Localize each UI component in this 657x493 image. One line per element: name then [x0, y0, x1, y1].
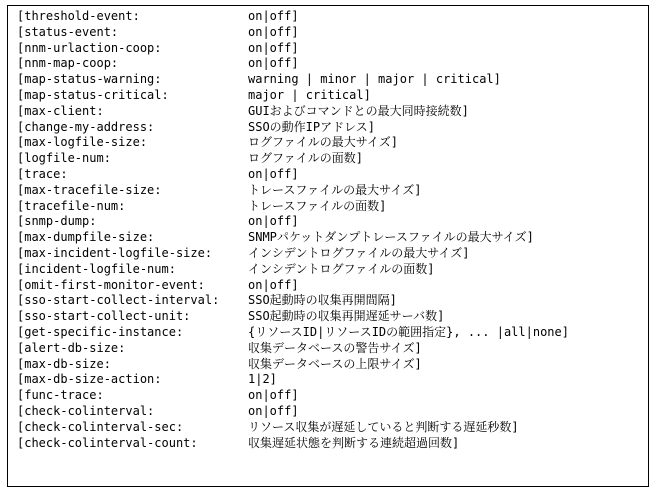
parameter-name: [max-logfile-size:: [17, 135, 148, 150]
parameter-row: [17, 56, 644, 72]
parameter-name: [status-event:: [17, 24, 119, 39]
parameter-value: {リソースID|リソースIDの範囲指定}, ... |all|none]: [248, 324, 569, 339]
parameter-name: [snmp-dump:: [17, 214, 97, 229]
parameter-value: 1|2]: [248, 372, 277, 387]
parameter-name: [nnm-map-coop:: [17, 56, 119, 71]
parameter-name: [omit-first-monitor-event:: [17, 277, 205, 292]
parameter-row: [17, 278, 644, 294]
parameter-value: SSOの動作IPアドレス]: [248, 119, 375, 134]
parameter-row: [17, 104, 644, 120]
parameter-name: [map-status-critical:: [17, 87, 169, 102]
parameter-row: [17, 167, 644, 183]
parameter-row: [17, 9, 644, 25]
parameter-value: on|off]: [248, 56, 299, 71]
parameter-name: [check-colinterval-count:: [17, 435, 198, 450]
parameter-name: [sso-start-collect-interval:: [17, 293, 220, 308]
parameter-value: on|off]: [248, 24, 299, 39]
parameter-name: [nnm-urlaction-coop:: [17, 40, 162, 55]
parameter-value: on|off]: [248, 214, 299, 229]
parameter-name: [tracefile-num:: [17, 198, 126, 213]
parameter-value: 収集データベースの警告サイズ]: [248, 340, 422, 355]
parameter-row: [17, 230, 644, 246]
parameter-name: [logfile-num:: [17, 151, 111, 166]
parameter-row: [17, 293, 644, 309]
parameter-row: [17, 388, 644, 404]
parameter-name: [max-db-size:: [17, 356, 111, 371]
parameter-row: [17, 214, 644, 230]
parameter-name: [check-colinterval-sec:: [17, 419, 184, 434]
parameter-value: インシデントログファイルの面数]: [248, 261, 435, 276]
parameter-name: [trace:: [17, 166, 68, 181]
parameter-value: on|off]: [248, 388, 299, 403]
parameter-value: トレースファイルの面数]: [248, 198, 387, 213]
parameter-row: [17, 25, 644, 41]
parameter-row: [17, 88, 644, 104]
parameter-row: [17, 199, 644, 215]
parameter-value: major | critical]: [248, 87, 371, 102]
parameter-name: [max-tracefile-size:: [17, 182, 162, 197]
parameter-name: [max-incident-logfile-size:: [17, 245, 213, 260]
parameter-row: [17, 420, 644, 436]
parameter-name: [max-dumpfile-size:: [17, 230, 155, 245]
parameter-value: ログファイルの最大サイズ]: [248, 135, 399, 150]
parameter-row: [17, 404, 644, 420]
parameter-name: [max-client:: [17, 103, 104, 118]
parameter-value: SNMPパケットダンプトレースファイルの最大サイズ]: [248, 230, 534, 245]
parameter-value: インシデントログファイルの最大サイズ]: [248, 245, 470, 260]
parameter-name: [func-trace:: [17, 388, 104, 403]
parameter-name: [threshold-event:: [17, 9, 140, 23]
parameter-name: [sso-start-collect-unit:: [17, 309, 191, 324]
parameter-value: 収集データベースの上限サイズ]: [248, 356, 422, 371]
parameter-value: on|off]: [248, 403, 299, 418]
parameter-name: [check-colinterval:: [17, 403, 155, 418]
parameter-row: [17, 262, 644, 278]
parameter-value: SSO起動時の収集再開間隔]: [248, 293, 397, 308]
parameter-row: [17, 357, 644, 373]
parameter-row: [17, 41, 644, 57]
parameter-value: warning | minor | major | critical]: [248, 72, 501, 87]
parameter-name: [max-db-size-action:: [17, 372, 162, 387]
parameter-value: on|off]: [248, 166, 299, 181]
parameter-value: on|off]: [248, 40, 299, 55]
parameter-name: [incident-logfile-num:: [17, 261, 176, 276]
parameter-value: SSO起動時の収集再開遅延サーバ数]: [248, 309, 445, 324]
parameter-row: [17, 246, 644, 262]
parameter-value: ログファイルの面数]: [248, 151, 363, 166]
parameter-row: [17, 183, 644, 199]
parameter-name: [get-specific-instance:: [17, 324, 184, 339]
parameter-row: [17, 309, 644, 325]
parameter-name: [change-my-address:: [17, 119, 155, 134]
parameter-row: [17, 120, 644, 136]
parameter-value: 収集遅延状態を判断する連続超過回数]: [248, 435, 460, 450]
syntax-box: [7, 5, 649, 487]
parameter-row: [17, 341, 644, 357]
parameter-value: GUIおよびコマンドとの最大同時接続数]: [248, 103, 469, 118]
parameter-row: [17, 135, 644, 151]
parameter-value: on|off]: [248, 9, 299, 23]
parameter-list: [17, 9, 644, 451]
parameter-row: [17, 436, 644, 452]
parameter-row: [17, 372, 644, 388]
parameter-value: トレースファイルの最大サイズ]: [248, 182, 422, 197]
parameter-name: [map-status-warning:: [17, 72, 162, 87]
parameter-row: [17, 151, 644, 167]
parameter-name: [alert-db-size:: [17, 340, 126, 355]
parameter-row: [17, 72, 644, 88]
parameter-value: on|off]: [248, 277, 299, 292]
parameter-row: [17, 325, 644, 341]
parameter-value: リソース収集が遅延していると判断する遅延秒数]: [248, 419, 519, 434]
